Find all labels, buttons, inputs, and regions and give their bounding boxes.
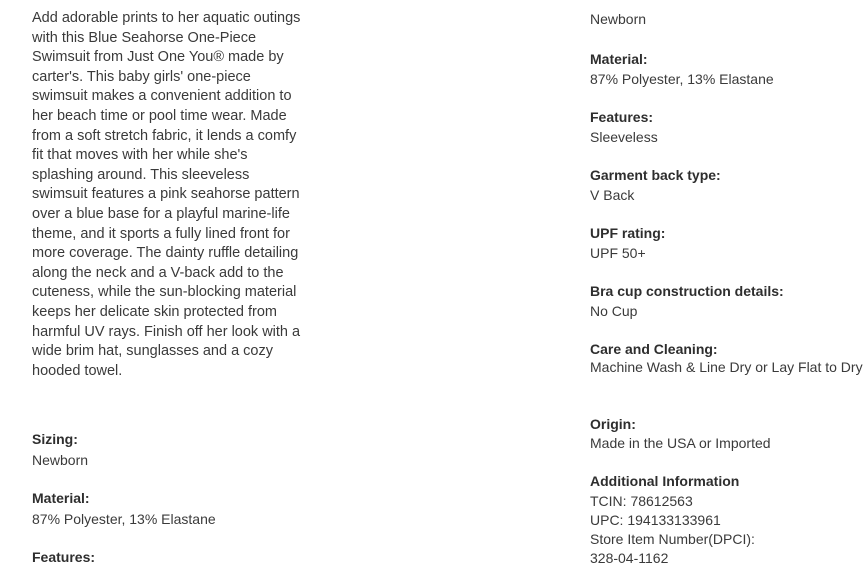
dpci-label: Store Item Number(DPCI):	[590, 531, 755, 547]
dpci-value: 328-04-1162	[590, 550, 669, 566]
garment-back-value: V Back	[590, 187, 635, 203]
sizing-label: Sizing:	[32, 431, 78, 447]
material-label-right: Material:	[590, 51, 648, 67]
upf-label: UPF rating:	[590, 225, 666, 241]
upf-value: UPF 50+	[590, 245, 646, 261]
material-label: Material:	[32, 490, 90, 506]
product-description: Add adorable prints to her aquatic outings with this Blue Seahorse One-Piece Swimsuit from Just One You® made by carter's. This baby girls' one-piece swimsuit makes a convenient addition to her beach time or pool time wear. Made from a soft stretch fabric, it lends a comfy fit that moves with her while she's splashing around. This sleeveless swimsuit features a pink seahorse pattern over a blue base for a playful marine-life theme, and it sports a fully lined front for more coverage. The dainty ruffle detailing along the neck and a V-back add to the cuteness, while the sun-blocking material keeps her delicate skin protected from harmful UV rays. Finish off her look with a wide brim hat, sunglasses and a cozy hooded towel.	[32, 10, 301, 379]
tcin-value: TCIN: 78612563	[590, 493, 693, 509]
bra-cup-label: Bra cup construction details:	[590, 283, 784, 299]
care-value: Machine Wash & Line Dry or Lay Flat to Dry	[590, 359, 863, 375]
features-value-right: Sleeveless	[590, 129, 658, 145]
sizing-value-right: Newborn	[590, 11, 647, 27]
garment-back-label: Garment back type:	[590, 167, 721, 183]
material-value: 87% Polyester, 13% Elastane	[32, 511, 216, 527]
features-label: Features:	[32, 549, 96, 565]
origin-value: Made in the USA or Imported	[590, 435, 771, 451]
upc-value: UPC: 194133133961	[590, 512, 721, 528]
sizing-value: Newborn	[32, 452, 89, 468]
origin-label: Origin:	[590, 416, 636, 432]
additional-info-label: Additional Information	[590, 473, 740, 489]
features-label-right: Features:	[590, 109, 654, 125]
material-value-right: 87% Polyester, 13% Elastane	[590, 71, 774, 87]
care-label: Care and Cleaning:	[590, 341, 718, 357]
bra-cup-value: No Cup	[590, 303, 638, 319]
